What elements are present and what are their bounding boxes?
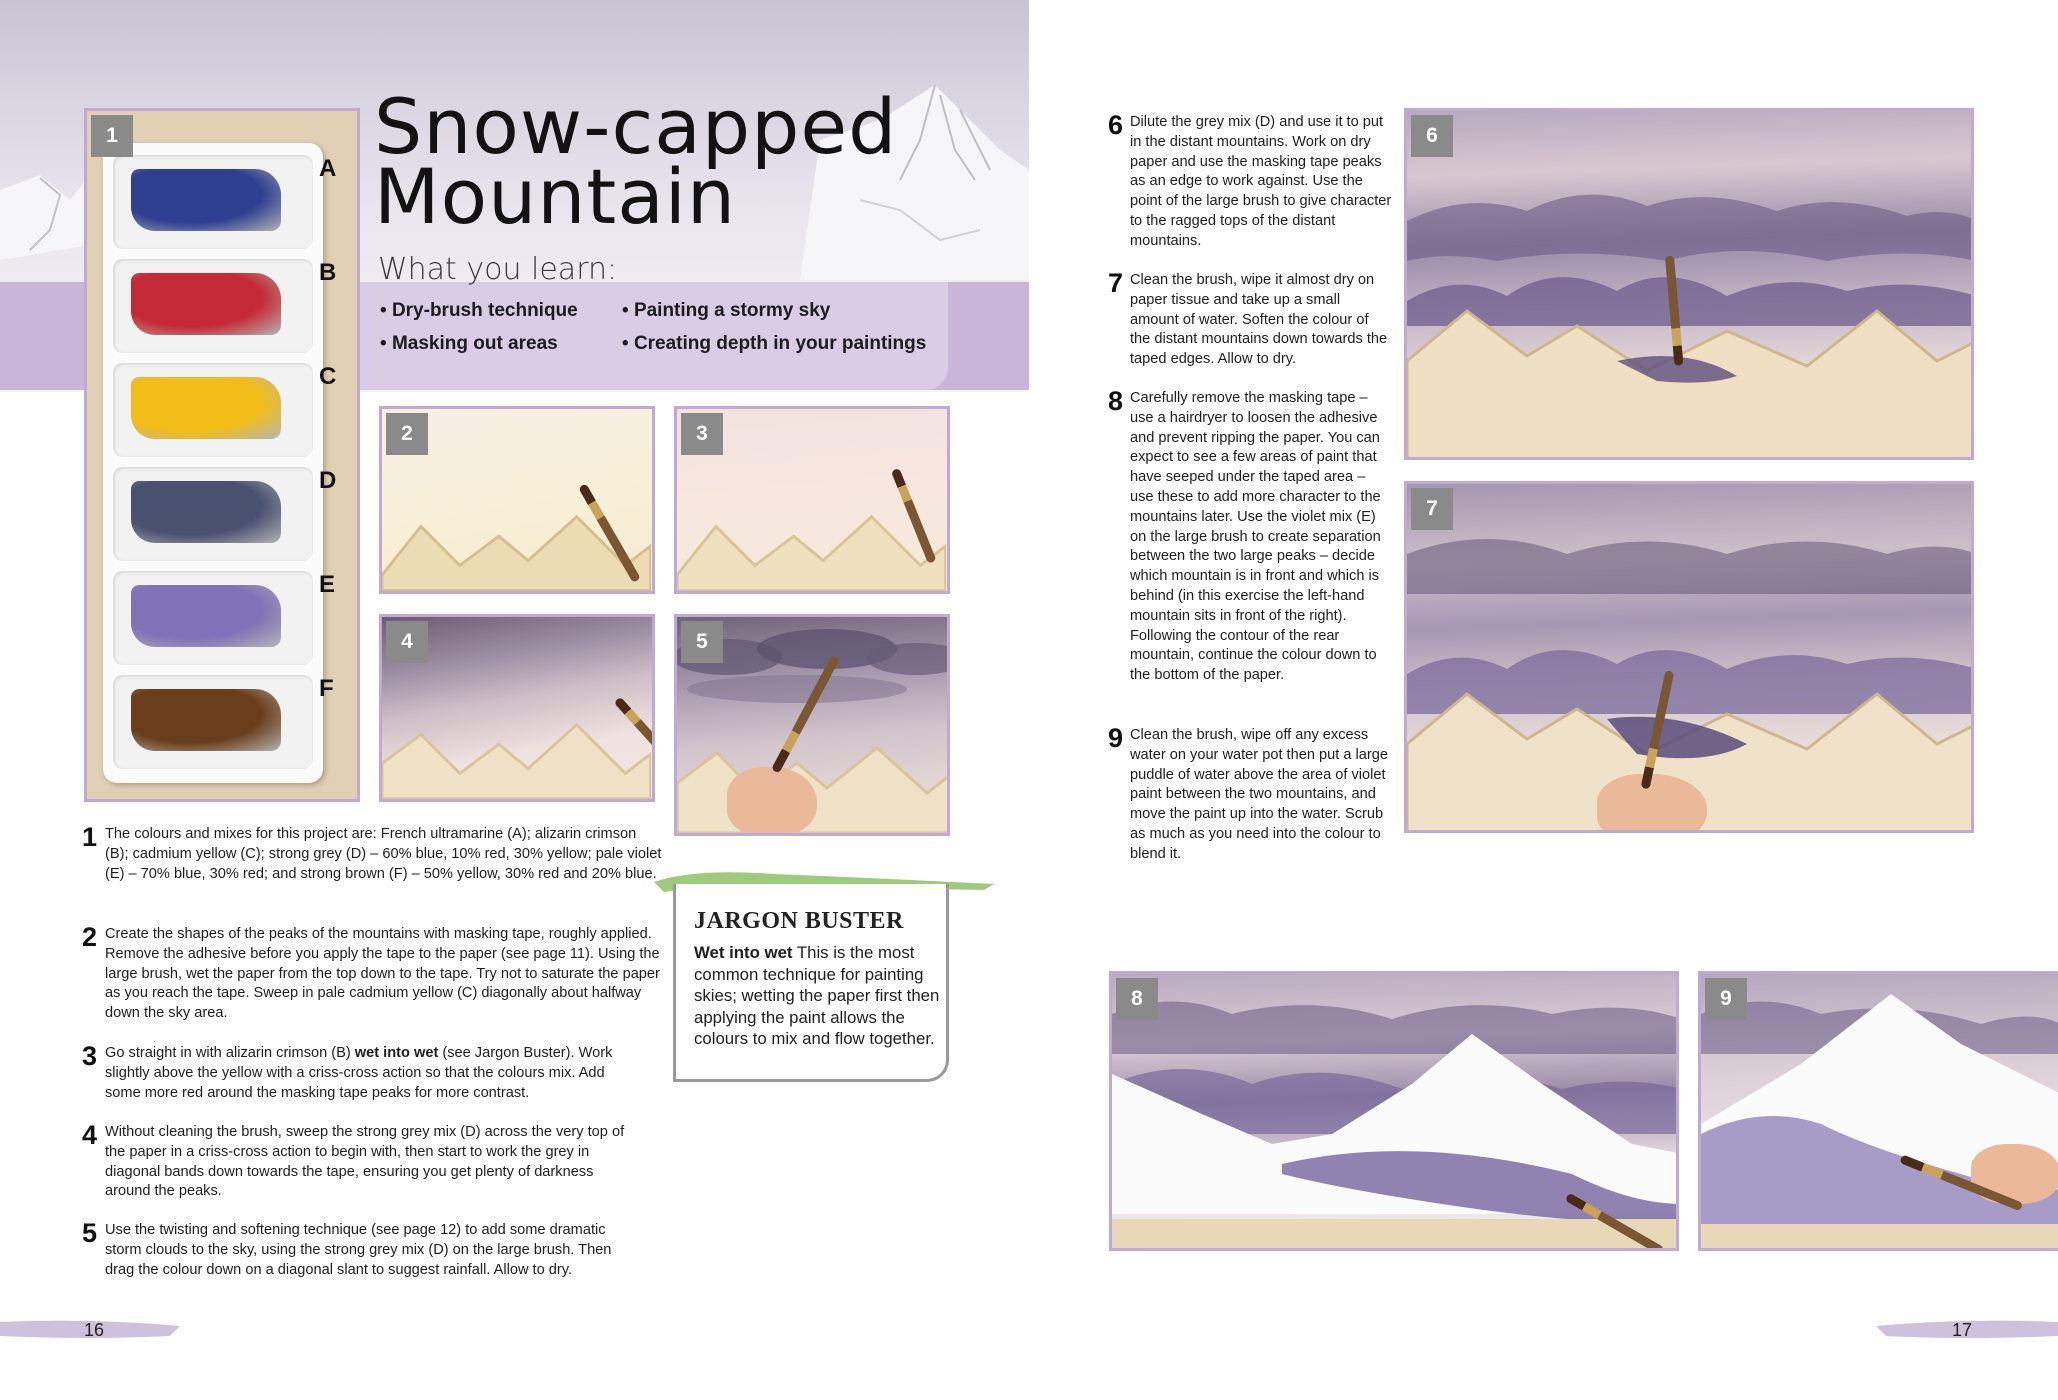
- painted-mountains: [1407, 111, 1974, 460]
- page-number: 17: [1952, 1320, 1973, 1340]
- title-line-2: Mountain: [374, 152, 737, 241]
- mix-letter: F: [319, 675, 334, 702]
- mix-letter: B: [319, 259, 337, 286]
- paint-swatch: [131, 273, 281, 335]
- step-badge: 9: [1705, 978, 1747, 1020]
- step-text: Clean the brush, wipe off any excess water on your water pot then put a large puddle of water above the area of violet paint between the two mountains, and move the paint up into the water. Scrub as much as you need into the colour to blend it.: [1130, 727, 1388, 862]
- paint-swatch: [131, 481, 281, 543]
- mix-letter: A: [319, 155, 337, 182]
- step-text: Use the twisting and softening technique (see page 12) to add some dramatic storm clouds to the sky, using the strong grey mix (D) on the large brush. Then drag the colour down on a diagonal slant to suggest rainfall. Allow to dry.: [105, 1222, 612, 1278]
- step-badge: 5: [681, 621, 723, 663]
- step-badge: 3: [681, 413, 723, 455]
- masking-tape-peaks: [382, 715, 651, 799]
- jargon-term: Wet into wet: [694, 943, 793, 962]
- step-text-part: (see Jargon Buster). Work slightly above the yellow with a criss-cross action so that the colours mix. Add some more red around the masking tape peaks for more contrast.: [105, 1045, 613, 1101]
- page-number: 16: [84, 1320, 105, 1340]
- learn-bullet: • Painting a stormy sky: [622, 300, 830, 322]
- palette-well-f: [113, 675, 313, 769]
- step-number: 4: [82, 1120, 98, 1150]
- step-photo-6: [1404, 108, 1974, 460]
- step-number: 1: [82, 822, 98, 852]
- step-number: 6: [1108, 110, 1124, 140]
- paint-swatch: [131, 169, 281, 231]
- painted-mountains: [1701, 974, 2058, 1251]
- palette-well-a: [113, 155, 313, 249]
- paint-swatch: [131, 377, 281, 439]
- step-badge: 2: [386, 413, 428, 455]
- learn-bullet: • Dry-brush technique: [380, 300, 578, 322]
- step-photo-8: [1109, 971, 1679, 1251]
- palette-well-e: [113, 571, 313, 665]
- step-text: Clean the brush, wipe it almost dry on paper tissue and take up a small amount of water. Soften the colour of the distant mountains down towards the taped edges. Allow to dry.: [1130, 272, 1388, 368]
- step-photo-7: [1404, 481, 1974, 833]
- step-number: 8: [1108, 386, 1124, 416]
- step-number: 3: [82, 1041, 98, 1071]
- jargon-definition-text: This is the most common technique for painting skies; wetting the paper first then applying the paint allows the colours to mix and flow together.: [694, 943, 940, 1049]
- step-photo-3: [674, 406, 950, 594]
- step-number: 5: [82, 1218, 98, 1248]
- step-text: Dilute the grey mix (D) and use it to put in the distant mountains. Work on dry paper and use the masking tape peaks as an edge to work against. Use the point of the large brush to give character to the ragged tops of the distant mountains.: [1130, 114, 1392, 249]
- jargon-buster-box: [673, 884, 949, 1082]
- title-line-1: Snow-capped: [374, 82, 898, 171]
- jargon-title: JARGON BUSTER: [694, 908, 904, 934]
- step-photo-5: [674, 614, 950, 836]
- jargon-definition: [694, 942, 940, 1050]
- step-text: The colours and mixes for this project are: French ultramarine (A); alizarin crimson (B); cadmium yellow (C); strong grey (D) – 60% blue, 10% red, 30% yellow; pale violet (E) – 70% blue, 30% red; and strong brown (F) – 50% yellow, 30% red and 20% blue.: [105, 826, 662, 882]
- step-badge: 6: [1411, 115, 1453, 157]
- step-badge: 8: [1116, 978, 1158, 1020]
- step-text: [105, 1044, 635, 1103]
- palette-well-d: [113, 467, 313, 561]
- masking-tape-peaks: [677, 507, 946, 591]
- mix-letter: E: [319, 571, 336, 598]
- step-text: Carefully remove the masking tape – use a hairdryer to loosen the adhesive and prevent ripping the paper. You can expect to see a few areas of paint that have seeped under the taped area – use these to add more character to the mountains later. Use the violet mix (E) on the large brush to create separation between the two large peaks – decide which mountain is in front and which is behind (in this exercise the left-hand mountain sits in front of the right). Following the contour of the rear mountain, continue the colour down to the bottom of the paper.: [1130, 390, 1381, 684]
- masking-tape-peaks: [382, 507, 651, 591]
- step-text: Create the shapes of the peaks of the mountains with masking tape, roughly applied. Remove the adhesive before you apply the tape to the paper (see page 11). Using the large brush, wet the paper from the top down to the tape. Try not to saturate the paper as you reach the tape. Sweep in pale cadmium yellow (C) diagonally about halfway down the sky area.: [105, 926, 660, 1022]
- step-photo-2: [379, 406, 655, 594]
- step-badge: 1: [91, 115, 133, 157]
- mix-letter: D: [319, 467, 337, 494]
- mix-letter: C: [319, 363, 337, 390]
- paint-swatch: [131, 585, 281, 647]
- learn-bullet: • Creating depth in your paintings: [622, 333, 926, 355]
- palette-photo: [84, 108, 360, 802]
- step-number: 9: [1108, 723, 1124, 753]
- hand: [727, 767, 817, 836]
- step-photo-4: [379, 614, 655, 802]
- painted-mountains: [1407, 484, 1974, 833]
- palette-tray: [103, 143, 323, 783]
- page-title: [374, 82, 898, 241]
- step-badge: 7: [1411, 488, 1453, 530]
- paint-swatch: [131, 689, 281, 751]
- learn-bullet: • Masking out areas: [380, 333, 558, 355]
- step-text-term: wet into wet: [354, 1045, 439, 1061]
- palette-well-c: [113, 363, 313, 457]
- learn-heading: What you learn:: [378, 252, 618, 287]
- step-text-part: Go straight in with alizarin crimson (B): [105, 1045, 355, 1061]
- step-text: Without cleaning the brush, sweep the strong grey mix (D) across the very top of the paper in a criss-cross action to begin with, then start to work the grey in diagonal bands down towards the tape, ensuring you get plenty of darkness around the peaks.: [105, 1124, 625, 1200]
- step-number: 2: [82, 922, 98, 952]
- palette-well-b: [113, 259, 313, 353]
- step-badge: 4: [386, 621, 428, 663]
- step-number: 7: [1108, 268, 1124, 298]
- step-photo-9: [1698, 971, 2058, 1251]
